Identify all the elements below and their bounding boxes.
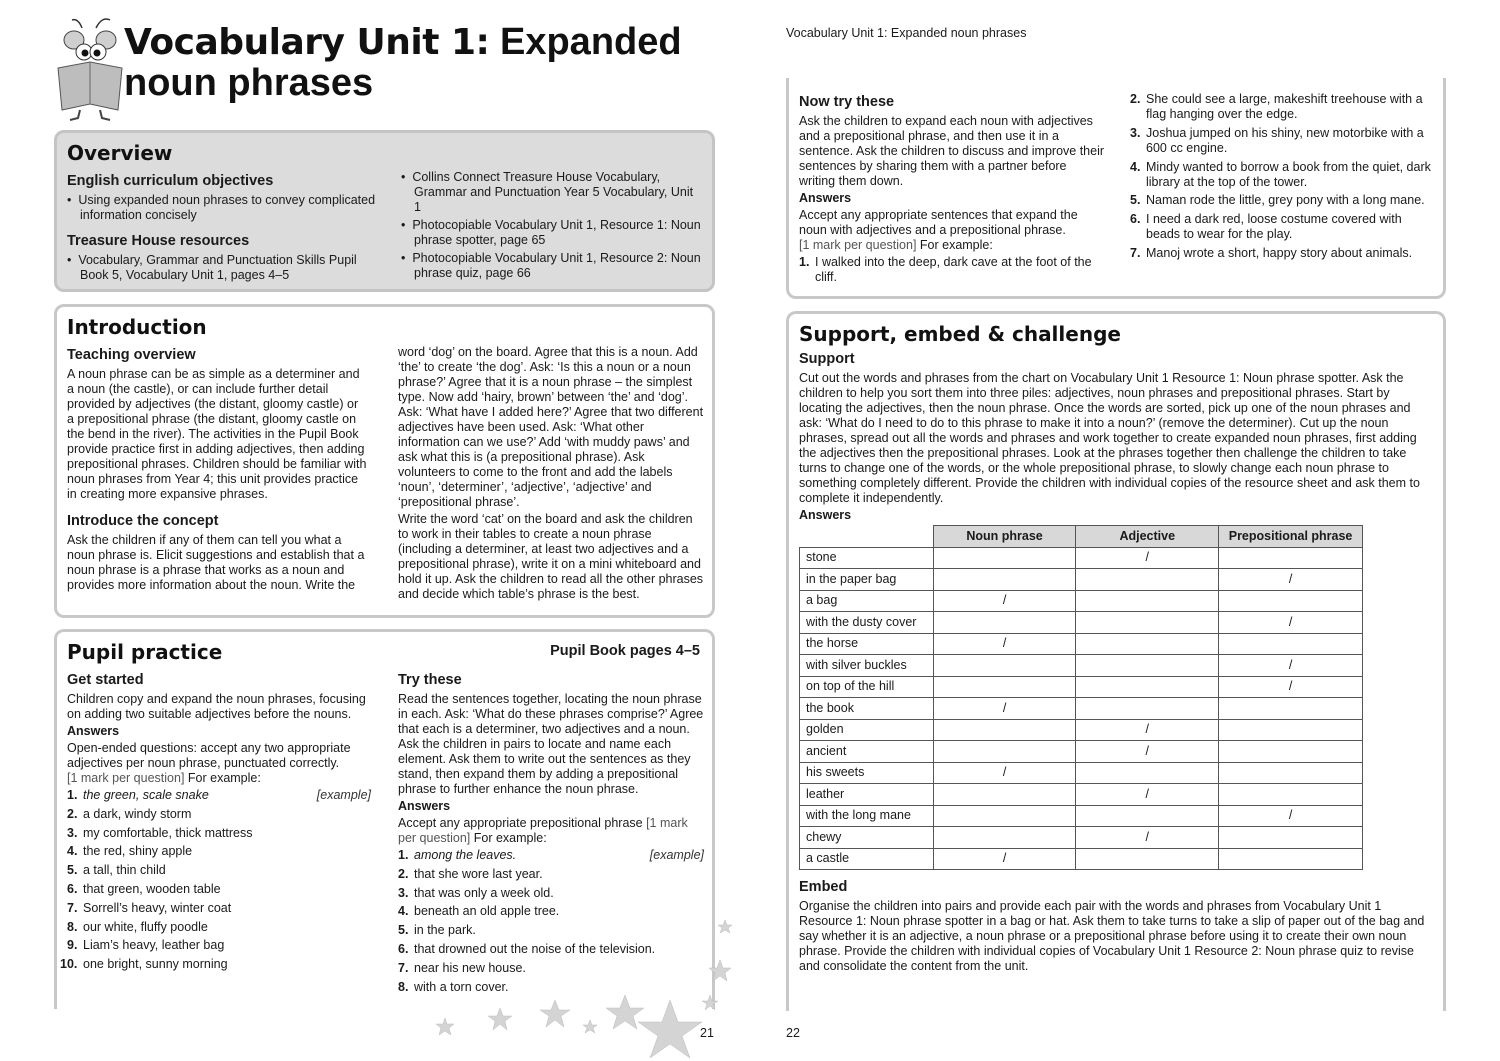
table-cell-mark: / (933, 633, 1076, 655)
resources-heading: Treasure House resources (67, 233, 250, 249)
list-item: 3. that was only a week old. (398, 885, 554, 900)
table-cell-word: chewy (800, 827, 934, 849)
table-cell-word: leather (800, 784, 934, 806)
overview-box (54, 130, 715, 292)
list-item: 5. in the park. (398, 923, 476, 938)
now-try-these-box (786, 78, 1446, 299)
try-these-text: Read the sentences together, locating the noun phrase in each. Ask: ‘What do these phrases comprise?’ Agree that each is a determiner, two adjectives and a noun. Ask the children in pairs to locate and name each element. Ask them to write out the sentences as they stand, then expand them by adding a prepositional phrase to further enhance the noun phrase. (398, 692, 704, 796)
table-cell-mark (933, 676, 1076, 698)
list-item: 1. I walked into the deep, dark cave at the foot of the cliff. (799, 255, 1092, 284)
answers-intro: Accept any appropriate sentences that expand the noun with adjectives and a prepositional phrase. [1 mark per question] For example: (799, 208, 1078, 252)
table-cell-mark: / (1076, 547, 1219, 569)
table-cell-word: the horse (800, 633, 934, 655)
table-cell-mark (1219, 848, 1363, 870)
table-cell-mark (1219, 719, 1363, 741)
try-these-heading: Try these (398, 672, 462, 688)
table-cell-mark (1219, 741, 1363, 763)
table-cell-word: ancient (800, 741, 934, 763)
table-header-blank (800, 526, 934, 548)
resource-item: • Photocopiable Vocabulary Unit 1, Resource 2: Noun phrase quiz, page 66 (401, 251, 701, 280)
right-page (750, 0, 1500, 1061)
table-row (800, 848, 1363, 870)
introduce-concept-heading: Introduce the concept (67, 513, 219, 529)
list-item: 7. near his new house. (398, 960, 526, 975)
table-header: Adjective (1076, 526, 1219, 548)
table-cell-mark (1219, 547, 1363, 569)
support-subheading: Support (799, 351, 855, 367)
embed-text: Organise the children into pairs and provide each pair with the words and phrases from Vocabulary Unit 1 Resource 1: Noun phrase spotter in a bag or hat. Ask them to take turns to take a slip of paper out of the bag and say whether it is an adjective, a noun phrase or a prepositional phrase before using it to create their own noun phrase. Provide the children with individual copies of Vocabulary Unit 1 Resource 2: Noun phrase quiz to revise and consolidate the content from the unit. (799, 899, 1425, 973)
table-cell-mark (1219, 590, 1363, 612)
table-cell-mark (1219, 762, 1363, 784)
table-cell-mark (933, 612, 1076, 634)
table-cell-mark: / (1076, 827, 1219, 849)
page-title: Vocabulary Unit 1: Expanded noun phrases (124, 21, 682, 104)
table-row (800, 590, 1363, 612)
answers-label: Answers (398, 799, 451, 813)
table-cell-mark (1076, 612, 1219, 634)
list-item: 1. the green, scale snake [example] (67, 788, 371, 802)
example-tag: [example] (316, 788, 371, 802)
table-cell-mark: / (933, 848, 1076, 870)
teaching-overview-text: A noun phrase can be as simple as a determiner and a noun (the castle), or can include further detail provided by adjectives (the distant, gloomy castle) or a prepositional phrase (the distant, gloomy castle on the bend in the river). The activities in the Pupil Book provide practice first in adding adjectives, then adding prepositional phrases. Children should be familiar with noun phrases from Year 4; this unit provides practice in creating more expansive phrases. (67, 367, 367, 501)
resource-item: • Photocopiable Vocabulary Unit 1, Resource 1: Noun phrase spotter, page 65 (401, 218, 701, 247)
table-row (800, 612, 1363, 634)
support-text: Cut out the words and phrases from the chart on Vocabulary Unit 1 Resource 1: Noun phrase spotter. Ask the children to help you sort them into three piles: adjectives, noun phrases and prepositional phrases. Start by locating the adjectives, then the noun phrase. Once the words are sorted, pick up one of the noun phrases and ask: ‘What do I need to do to this phrase to make it into a noun?’ (remove the determiner). Cut up the noun phrases, spread out all the words and phrases and work together to create expanded noun phrases, first adding the adjectives then the prepositional phrases. Look at the phrases together then challenge the children to take turns to change one of the words, or the whole prepositional phrase, to slowly change each noun phrase to something completely different. Provide the children with individual copies of the resource sheet and ask them to complete it independently. (799, 371, 1420, 505)
curriculum-heading: English curriculum objectives (67, 173, 274, 189)
table-cell-mark: / (933, 698, 1076, 720)
table-cell-mark (933, 655, 1076, 677)
table-cell-word: a bag (800, 590, 934, 612)
table-header: Prepositional phrase (1219, 526, 1363, 548)
introduction-text: word ‘dog’ on the board. Agree that this is a noun. Add ‘the’ to create ‘the dog’. Ask: ‘Is this a noun or a noun phrase?’ Agree that it is a noun phrase – the simplest type. Now add ‘hairy, brown’ between ‘the’ and ‘dog’. Ask: ‘What have I added here?’ Agree that two different adjectives have been used. Ask: ‘What other information can we use?’ Add ‘with muddy paws’ and ask what this is (a prepositional phrase). Ask volunteers to come to the front and add the labels ‘noun’, ‘determiner’, ‘adjective’, ‘adjective’ and ‘prepositional phrase’. (398, 345, 704, 509)
now-try-text: Ask the children to expand each noun with adjectives and a prepositional phrase, and then use it in a sentence. Ask the children to discuss and improve their sentences by sharing them with a partner before writing them down. (799, 114, 1105, 188)
introduction-box (54, 304, 715, 618)
get-started-text: Children copy and expand the noun phrases, focusing on adding two suitable adjectives before the nouns. (67, 692, 366, 721)
now-try-left-column (799, 91, 1105, 289)
now-try-heading: Now try these (799, 94, 895, 110)
resource-item: • Vocabulary, Grammar and Punctuation Skills Pupil Book 5, Vocabulary Unit 1, pages 4–5 (67, 253, 357, 282)
now-try-answers-list (799, 255, 1105, 285)
table-cell-mark (933, 741, 1076, 763)
table-row (800, 762, 1363, 784)
table-cell-mark (933, 784, 1076, 806)
table-cell-mark (1076, 805, 1219, 827)
answers-table (799, 525, 1363, 870)
introduction-right-column (398, 345, 704, 604)
overview-heading: Overview (67, 141, 173, 165)
table-cell-mark: / (1219, 676, 1363, 698)
table-row (800, 633, 1363, 655)
resource-item: • Collins Connect Treasure House Vocabulary, Grammar and Punctuation Year 5 Vocabulary, Unit 1 (401, 170, 694, 214)
table-row (800, 569, 1363, 591)
table-row (800, 741, 1363, 763)
bee-mascot-reading-icon (52, 14, 128, 122)
table-cell-mark (1076, 676, 1219, 698)
list-item: 7. Manoj wrote a short, happy story about animals. (1130, 245, 1413, 260)
overview-left-column (67, 170, 377, 286)
get-started-column (60, 669, 371, 976)
page-number: 21 (700, 1026, 714, 1040)
introduction-text: Write the word ‘cat’ on the board and ask the children to work in their tables to create a noun phrase (including a determiner, at least two adjectives and a prepositional phrase), write it on a mini whiteboard and hold it up. Ask the children to read all the other phrases and decide which table’s phrase is the best. (398, 512, 704, 601)
now-try-right-column (1130, 92, 1436, 265)
table-row (800, 784, 1363, 806)
list-item: 4. beneath an old apple tree. (398, 904, 560, 919)
list-item: 3. Joshua jumped on his shiny, new motorbike with a 600 cc engine. (1130, 125, 1424, 155)
table-cell-mark: / (1219, 805, 1363, 827)
table-cell-mark: / (1219, 569, 1363, 591)
list-item: 6. that drowned out the noise of the television. (398, 941, 656, 956)
page-number: 22 (786, 1026, 800, 1040)
list-item: 3. my comfortable, thick mattress (67, 825, 253, 840)
answers-label: Answers (799, 191, 852, 205)
table-cell-mark (933, 547, 1076, 569)
list-item: 5. Naman rode the little, grey pony with a long mane. (1130, 193, 1425, 208)
support-embed-challenge-box (786, 311, 1446, 1011)
introduction-heading: Introduction (67, 315, 207, 339)
introduction-left-column (67, 344, 367, 595)
list-item: 9. Liam’s heavy, leather bag (67, 938, 225, 953)
table-row (800, 805, 1363, 827)
table-cell-word: a castle (800, 848, 934, 870)
table-cell-mark: / (1219, 655, 1363, 677)
table-row (800, 547, 1363, 569)
answers-intro: Open-ended questions: accept any two appropriate adjectives per noun phrase, punctuated correctly. [1 mark per question] For example: (67, 741, 351, 785)
list-item: 4. the red, shiny apple (67, 844, 193, 859)
list-item: 6. that green, wooden table (67, 881, 221, 896)
table-cell-mark: / (933, 762, 1076, 784)
table-cell-mark (933, 719, 1076, 741)
table-cell-mark (1219, 698, 1363, 720)
table-cell-mark (933, 805, 1076, 827)
list-item: 1. among the leaves. [example] (398, 848, 704, 862)
introduce-concept-text: Ask the children if any of them can tell you what a noun phrase is. Elicit suggestions and establish that a noun phrase is a phrase that works as a noun and provides more information about the noun. Write the (67, 533, 365, 592)
table-cell-word: with the long mane (800, 805, 934, 827)
table-row (800, 698, 1363, 720)
table-row (800, 655, 1363, 677)
answers-label: Answers (67, 724, 120, 738)
table-cell-mark (1219, 827, 1363, 849)
table-cell-mark (933, 827, 1076, 849)
list-item: 4. Mindy wanted to borrow a book from the quiet, dark library at the top of the tower. (1130, 159, 1431, 189)
table-cell-mark (1219, 784, 1363, 806)
table-cell-word: golden (800, 719, 934, 741)
answers-label: Answers (799, 508, 852, 522)
table-cell-mark: / (1219, 612, 1363, 634)
list-item: 7. Sorrell’s heavy, winter coat (67, 900, 232, 915)
table-cell-word: his sweets (800, 762, 934, 784)
answers-intro: Accept any appropriate prepositional phrase [1 mark per question] For example: (398, 816, 688, 845)
curriculum-item: • Using expanded noun phrases to convey complicated information concisely (67, 193, 376, 222)
get-started-answers-list (60, 788, 371, 972)
table-cell-mark: / (1076, 741, 1219, 763)
pupil-practice-heading: Pupil practice (67, 640, 223, 664)
teaching-overview-heading: Teaching overview (67, 347, 196, 363)
now-try-answers-list (1130, 92, 1436, 261)
table-cell-word: in the paper bag (800, 569, 934, 591)
table-cell-mark: / (1076, 784, 1219, 806)
list-item: 10. one bright, sunny morning (60, 957, 228, 972)
pupil-book-pages: Pupil Book pages 4–5 (550, 643, 700, 659)
table-cell-mark: / (1076, 719, 1219, 741)
list-item: 8. with a torn cover. (398, 979, 509, 994)
embed-heading: Embed (799, 879, 848, 895)
example-tag: [example] (649, 848, 704, 862)
table-row (800, 827, 1363, 849)
table-cell-mark (1076, 590, 1219, 612)
table-cell-mark (1076, 633, 1219, 655)
list-item: 6. I need a dark red, loose costume covered with beads to wear for the play. (1130, 212, 1402, 242)
list-item: 8. our white, fluffy poodle (67, 919, 208, 934)
answers-table-body (800, 547, 1363, 870)
table-cell-word: with the dusty cover (800, 612, 934, 634)
table-cell-mark (1076, 569, 1219, 591)
overview-right-column (401, 170, 701, 284)
list-item: 2. She could see a large, makeshift treehouse with a flag hanging over the edge. (1130, 92, 1423, 121)
table-cell-mark (1076, 698, 1219, 720)
table-cell-mark (1076, 762, 1219, 784)
table-cell-mark: / (933, 590, 1076, 612)
list-item: 2. that she wore last year. (398, 866, 543, 881)
list-item: 5. a tall, thin child (67, 863, 166, 878)
table-header-row (800, 526, 1363, 548)
table-cell-mark (933, 569, 1076, 591)
table-cell-mark (1219, 633, 1363, 655)
table-cell-word: stone (800, 547, 934, 569)
table-row (800, 719, 1363, 741)
list-item: 2. a dark, windy storm (67, 806, 192, 821)
running-head: Vocabulary Unit 1: Expanded noun phrases (786, 26, 1027, 40)
table-cell-word: with silver buckles (800, 655, 934, 677)
get-started-heading: Get started (67, 672, 144, 688)
table-cell-mark (1076, 848, 1219, 870)
table-cell-word: the book (800, 698, 934, 720)
table-header: Noun phrase (933, 526, 1076, 548)
table-cell-mark (1076, 655, 1219, 677)
table-cell-word: on top of the hill (800, 676, 934, 698)
support-heading: Support, embed & challenge (799, 322, 1121, 346)
table-row (800, 676, 1363, 698)
